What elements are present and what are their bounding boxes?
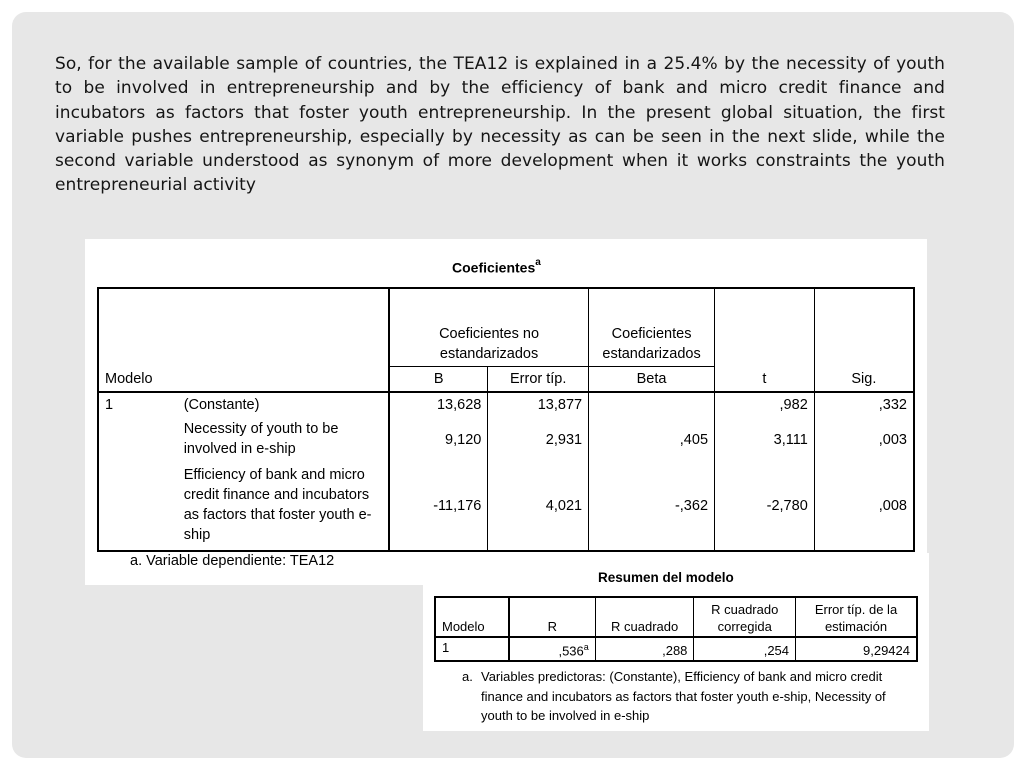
resumen-r-value: ,536 [558, 643, 584, 659]
header-unstd-group: Coeficientes no estandarizados [389, 288, 589, 366]
resumen-footnote-label: a. [462, 669, 473, 684]
cell-t: -2,780 [715, 463, 815, 551]
header-t: t [715, 288, 815, 392]
cell-beta [589, 392, 715, 417]
header-modelo: Modelo [105, 370, 153, 387]
cell-beta: ,405 [589, 417, 715, 463]
cell-var: Necessity of youth to be involved in e-ship [183, 420, 339, 457]
coeficientes-footnote [130, 553, 334, 569]
resumen-header-r2adj: R cuadrado corregida [694, 597, 796, 637]
resumen-header-modelo: Modelo [442, 619, 485, 634]
cell-error: 4,021 [488, 463, 589, 551]
resumen-cell-r2: ,288 [595, 637, 694, 661]
cell-sig: ,003 [814, 417, 914, 463]
resumen-table [434, 596, 918, 662]
cell-b: 13,628 [389, 392, 488, 417]
cell-sig: ,008 [814, 463, 914, 551]
cell-var: Efficiency of bank and micro credit finance and incubators as factors that foster youth e-ship [183, 466, 372, 543]
coeficientes-table [97, 287, 915, 552]
cell-model [98, 463, 178, 551]
resumen-cell-se: 9,29424 [796, 637, 917, 661]
table-row [98, 392, 914, 417]
table-row [98, 417, 914, 463]
resumen-cell-r2adj: ,254 [694, 637, 796, 661]
resumen-header-row [435, 597, 917, 637]
footnote-label: a. [130, 553, 143, 569]
cell-error: 2,931 [488, 417, 589, 463]
resumen-header-r2: R cuadrado [595, 597, 694, 637]
resumen-header-r: R [509, 597, 596, 637]
header-error: Error típ. [488, 366, 589, 392]
header-row-group [98, 288, 914, 366]
resumen-footnote [462, 667, 902, 726]
cell-t: ,982 [715, 392, 815, 417]
table-row [435, 637, 917, 661]
header-beta: Beta [589, 366, 715, 392]
resumen-header-se: Error típ. de la estimación [796, 597, 917, 637]
cell-b: 9,120 [389, 417, 488, 463]
resumen-title: Resumen del modelo [598, 570, 734, 585]
table-row [98, 463, 914, 551]
cell-t: 3,111 [715, 417, 815, 463]
resumen-footnote-text: Variables predictoras: (Constante), Efficiency of bank and micro credit finance and incubators as factors that foster youth e-ship, Necessity of youth to be involved in e-ship [481, 669, 886, 723]
resumen-cell-r [509, 637, 596, 661]
resumen-r-sup: a [583, 642, 589, 652]
resumen-cell-model: 1 [435, 637, 509, 661]
coeficientes-title-text: Coeficientes [452, 259, 536, 276]
body-paragraph: So, for the available sample of countries, the TEA12 is explained in a 25.4% by the necessity of youth to be involved in entrepreneurship and by the efficiency of bank and micro credit finance and incubators as factors that foster youth entrepreneurship. In the present global situation, the first variable pushes entrepreneurship, especially by necessity as can be seen in the next slide, while the second variable understood as synonym of more development when it works constraints the youth entrepreneurial activity [55, 54, 945, 196]
header-b: B [389, 366, 488, 392]
footnote-text: Variable dependiente: TEA12 [146, 553, 335, 569]
cell-error: 13,877 [488, 392, 589, 417]
cell-model: 1 [98, 392, 178, 417]
coeficientes-title-sup: a [535, 257, 541, 268]
cell-beta: -,362 [589, 463, 715, 551]
cell-var: (Constante) [178, 392, 389, 417]
cell-b: -11,176 [389, 463, 488, 551]
header-sig: Sig. [814, 288, 914, 392]
cell-sig: ,332 [814, 392, 914, 417]
header-std-group: Coeficientes estandarizados [589, 288, 715, 366]
cell-model [98, 417, 178, 463]
coeficientes-title [452, 259, 541, 276]
